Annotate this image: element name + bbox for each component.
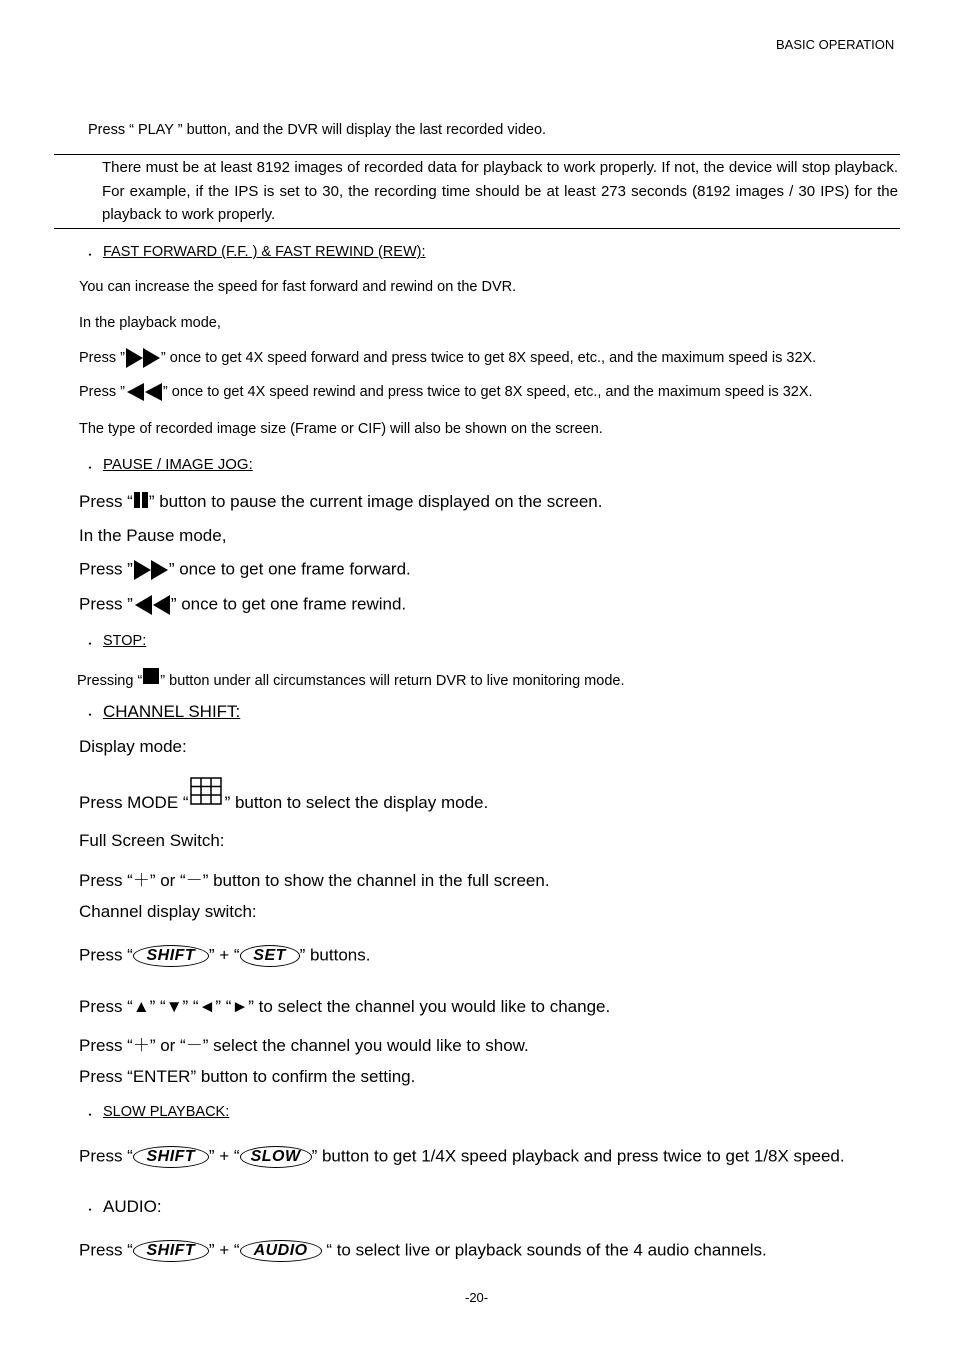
stop-pre: Pressing “ bbox=[77, 673, 143, 689]
rewind-icon bbox=[133, 594, 171, 616]
full-screen-label: Full Screen Switch: bbox=[79, 831, 225, 850]
pause-forward-pre: Press ” bbox=[79, 559, 133, 579]
shift-button-icon: SHIFT bbox=[133, 1146, 209, 1168]
plus-sign: + bbox=[219, 1146, 230, 1166]
ff-forward-pre: Press ” bbox=[79, 349, 125, 366]
quote-close: ” bbox=[208, 945, 215, 965]
ff-forward-post: ” once to get 4X speed forward and press twice to get 8X speed, etc., and the maximum speed is 32X. bbox=[160, 349, 817, 366]
bullet-stop: ・ bbox=[84, 637, 97, 651]
bullet-pause: ・ bbox=[84, 461, 97, 475]
mode-post: ” button to select the display mode. bbox=[224, 793, 489, 812]
playback-note: There must be at least 8192 images of recorded data for playback to work properly. If not, the device will stop playback. For example, if the IPS is set to 30, the recording time should be at least 273 seconds (8192 images / 30 IPS) for the playback to work properly. bbox=[102, 159, 898, 223]
ff-line1: You can increase the speed for fast forward and rewind on the DVR. bbox=[79, 279, 517, 295]
plus-sign: + bbox=[219, 1240, 230, 1260]
slow-line bbox=[79, 1146, 845, 1168]
full-screen-line: Press “＋” or “－” button to show the channel in the full screen. bbox=[79, 871, 550, 890]
pause-icon bbox=[133, 491, 149, 509]
ff-rewind-post: ” once to get 4X speed rewind and press twice to get 8X speed, etc., and the maximum speed is 32X. bbox=[162, 383, 813, 400]
enter-line: Press “ENTER” button to confirm the setting. bbox=[79, 1067, 416, 1086]
section-header: BASIC OPERATION bbox=[776, 37, 895, 52]
pause-line1 bbox=[79, 491, 602, 512]
pause-forward-line bbox=[79, 559, 411, 581]
pause-pre: Press “ bbox=[79, 492, 133, 511]
audio-pre: Press “ bbox=[79, 1240, 133, 1260]
bullet-slow: ・ bbox=[84, 1108, 97, 1122]
shift-button-icon: SHIFT bbox=[133, 1240, 209, 1262]
pause-rewind-line bbox=[79, 594, 406, 616]
fast-forward-icon bbox=[125, 347, 161, 369]
audio-line bbox=[79, 1240, 767, 1262]
shift-button-icon: SHIFT bbox=[133, 945, 209, 967]
bullet-audio: ・ bbox=[84, 1203, 97, 1217]
channel-heading: CHANNEL SHIFT: bbox=[103, 702, 241, 721]
page-number: -20- bbox=[465, 1290, 489, 1305]
ff-line3: The type of recorded image size (Frame or CIF) will also be shown on the screen. bbox=[79, 421, 603, 437]
audio-heading: AUDIO: bbox=[103, 1197, 162, 1216]
note-top-rule bbox=[54, 154, 900, 155]
stop-post: ” button under all circumstances will return DVR to live monitoring mode. bbox=[160, 673, 625, 689]
pause-rewind-pre: Press ” bbox=[79, 594, 133, 614]
pause-rewind-post: ” once to get one frame rewind. bbox=[170, 594, 407, 614]
stop-line bbox=[77, 668, 624, 689]
rewind-icon bbox=[125, 382, 163, 402]
slow-pre: Press “ bbox=[79, 1146, 133, 1166]
shift-set-pre: Press “ bbox=[79, 945, 133, 965]
ff-heading: FAST FORWARD (F.F. ) & FAST REWIND (REW): bbox=[103, 244, 426, 260]
display-mode-line bbox=[79, 776, 488, 813]
quote-open: “ bbox=[233, 1240, 240, 1260]
ff-rewind-pre: Press ” bbox=[79, 383, 125, 400]
pause-forward-post: ” once to get one frame forward. bbox=[168, 559, 411, 579]
intro-text: Press “ PLAY ” button, and the DVR will display the last recorded video. bbox=[88, 122, 547, 138]
quote-close: ” bbox=[208, 1146, 215, 1166]
shift-set-line bbox=[79, 945, 370, 967]
quote-close: ” bbox=[208, 1240, 215, 1260]
audio-post: “ to select live or playback sounds of the 4 audio channels. bbox=[321, 1240, 767, 1260]
audio-button-icon: AUDIO bbox=[240, 1240, 322, 1262]
bullet-channel: ・ bbox=[84, 708, 97, 722]
fast-forward-icon bbox=[133, 559, 169, 581]
display-mode-label: Display mode: bbox=[79, 737, 187, 756]
slow-heading: SLOW PLAYBACK: bbox=[103, 1104, 230, 1120]
stop-heading: STOP: bbox=[103, 633, 147, 649]
quote-open: “ bbox=[233, 1146, 240, 1166]
ff-forward-line bbox=[79, 347, 816, 369]
slow-post: ” button to get 1/4X speed playback and press twice to get 1/8X speed. bbox=[311, 1146, 845, 1166]
ff-rewind-line bbox=[79, 382, 813, 402]
shift-set-post: ” buttons. bbox=[299, 945, 371, 965]
stop-icon bbox=[142, 668, 160, 684]
set-button-icon: SET bbox=[240, 945, 300, 967]
mode-pre: Press MODE “ bbox=[79, 793, 189, 812]
plusminus-line: Press “＋” or “－” select the channel you would like to show. bbox=[79, 1036, 529, 1055]
slow-button-icon: SLOW bbox=[240, 1146, 312, 1168]
plus-sign: + bbox=[219, 945, 230, 965]
mode-grid-icon bbox=[189, 776, 225, 806]
bullet-ff: ・ bbox=[84, 248, 97, 262]
channel-switch-label: Channel display switch: bbox=[79, 902, 257, 921]
quote-open: “ bbox=[233, 945, 240, 965]
pause-heading: PAUSE / IMAGE JOG: bbox=[103, 456, 253, 473]
pause-post: ” button to pause the current image displayed on the screen. bbox=[148, 492, 603, 511]
arrows-line: Press “▲” “▼” “◄” “►” to select the channel you would like to change. bbox=[79, 997, 611, 1016]
note-bottom-rule bbox=[54, 228, 900, 229]
pause-line2: In the Pause mode, bbox=[79, 526, 227, 545]
ff-line2: In the playback mode, bbox=[79, 315, 221, 331]
